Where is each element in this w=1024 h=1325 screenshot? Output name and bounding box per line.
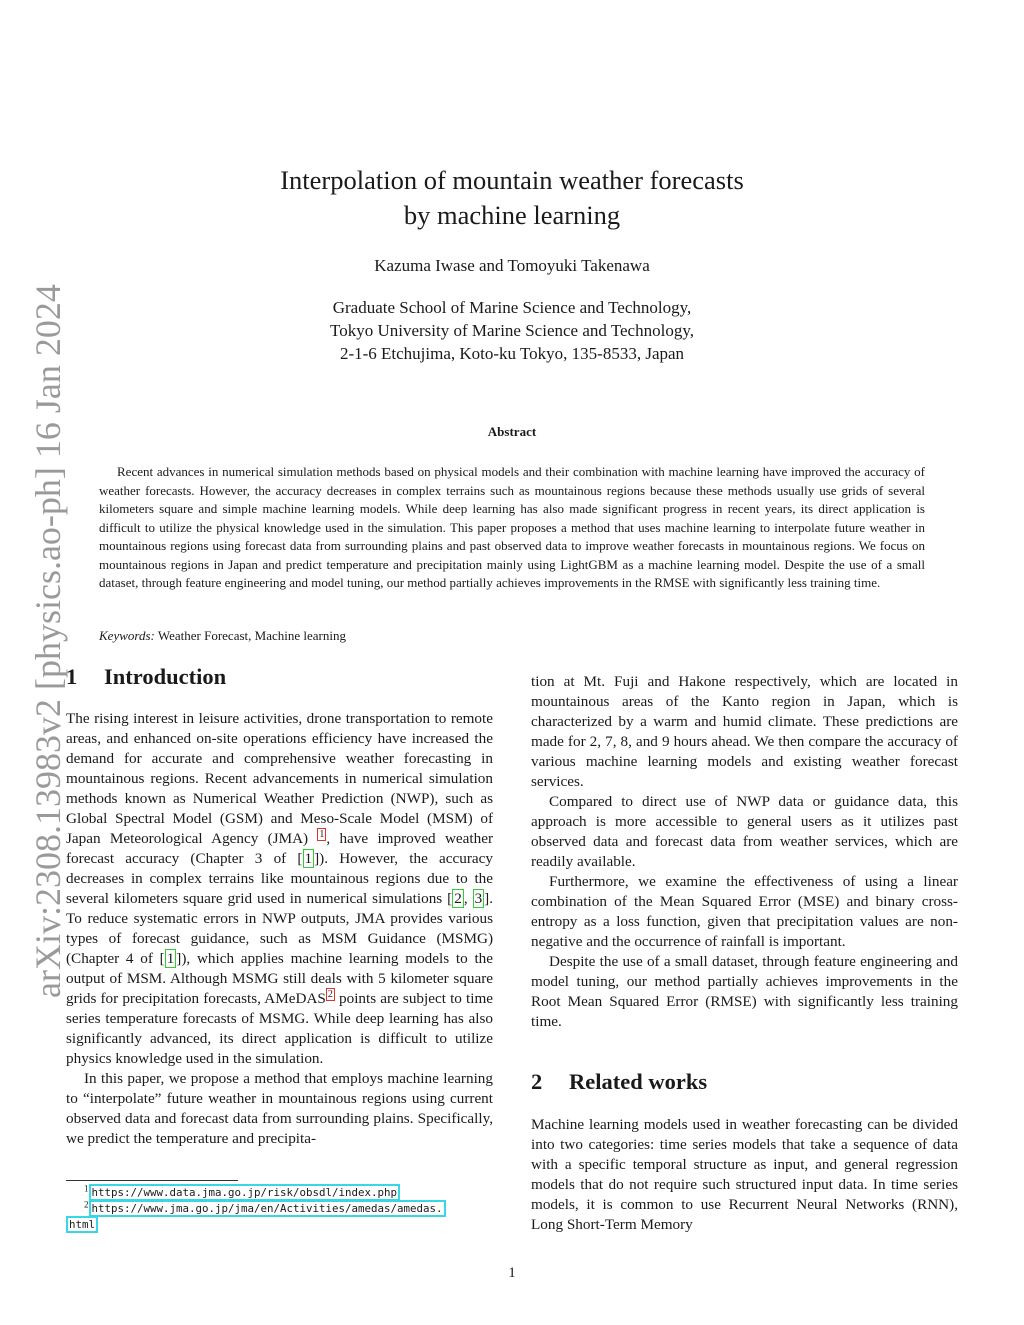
footnote-link-1[interactable]: 1	[319, 828, 325, 840]
abstract-body: Recent advances in numerical simulation methods based on physical models and their combination with machine learning have improved the accuracy of weather forecasts. However, the accuracy decreases in complex terrains such as mountainous regions because these methods usually use grids of several kilometers square and simple machine learning models. While deep learning has also made significant progress in recent years, its direct application is difficult to utilize the physical knowledge used in the simulation. This paper proposes a method that uses machine learning to interpolate future weather in mountainous regions using forecast data from surrounding plains and past observed data to improve weather forecasts in mountainous regions. We focus on mountainous regions in Japan and predict temperature and precipitation mainly using LightGBM as a machine learning model. Despite the use of a small dataset, through feature engineering and model tuning, our method partially achieves improvements in the RMSE with significantly less training time.	[99, 464, 925, 590]
intro-paragraph-2-continued: tion at Mt. Fuji and Hakone respectively, which are located in mountainous areas of the Kanto region in Japan, which is characterized by a warm and humid climate. These predictions are made for 2, 7, 8, and 9 hours ahead. We then compare the accuracy of various machine learning models and existing weather forecast services.	[531, 673, 958, 790]
keywords-label: Keywords:	[99, 628, 155, 643]
citation-link[interactable]: 2	[454, 890, 462, 907]
related-paragraph-1: Machine learning models used in weather forecasting can be divided into two categories: time series models that take a sequence of data with a specific temporal structure as input, and general regression models that do not require such structured input data. In time series models, it is common to use Recurrent Neural Networks (RNN), Long Short-Term Memory	[531, 1116, 958, 1233]
intro-paragraph-2: In this paper, we propose a method that employs machine learning to “interpolate” future weather in mountainous regions using current observed data and forecast data from surrounding plains. Specifically, we predict the temperature and precipita-	[66, 1070, 493, 1147]
section-1-heading	[66, 664, 226, 690]
affiliation-line-3: 2-1-6 Etchujima, Koto-ku Tokyo, 135-8533, Japan	[339, 344, 685, 363]
section-2-number: 2	[531, 1069, 543, 1094]
footnote-link-2[interactable]: 2	[327, 988, 333, 1000]
affiliation	[150, 296, 874, 365]
footnote-1: $^1$ https://www.data.jma.go.jp/risk/obsdl/index.php	[66, 1185, 496, 1201]
citation-link[interactable]: 1	[304, 850, 313, 867]
authors: Kazuma Iwase and Tomoyuki Takenawa	[374, 256, 650, 275]
footnotes	[66, 1185, 496, 1233]
citation-link[interactable]: 3	[474, 890, 483, 907]
left-column	[66, 709, 493, 1149]
affiliation-line-2: Tokyo University of Marine Science and Technology,	[330, 321, 694, 340]
arxiv-stamp: arXiv:2308.13983v2 [physics.ao-ph] 16 Jan 2024	[28, 284, 68, 998]
keywords-value: Weather Forecast, Machine learning	[157, 628, 346, 643]
footnote-2-continued	[66, 1217, 496, 1233]
intro-paragraph-3: Compared to direct use of NWP data or guidance data, this approach is more accessible to general users as it utilizes past observed data and forecast data from weather services, which are readily available.	[531, 793, 958, 870]
affiliation-line-1: Graduate School of Marine Science and Technology,	[332, 298, 692, 317]
section-2-title: Related works	[569, 1069, 708, 1094]
footnote-url-2[interactable]: https://www.jma.go.jp/jma/en/Activities/amedas/amedas.	[89, 1200, 446, 1217]
intro-paragraph-1: The rising interest in leisure activities, drone transportation to remote areas, and enhanced on-site operations efficiency have increased the demand for accurate and comprehensive weather forecasting in mountainous regions. Recent advancements in numerical simulation methods known as Numerical Weather Prediction (NWP), such as Global Spectral Model (GSM) and Meso-Scale Model (MSM) of Japan Meteorological Agency (JMA) $^1$ , have improved weather forecast accuracy (Chapter 3 of [ 1 ]). However, the accuracy decreases in complex terrains like mountainous regions due to the several kilometers square grid used in numerical simulations [ 2 , 3 ]. To reduce systematic errors in NWP outputs, JMA provides various types of forecast guidance, such as MSM Guidance (MSMG) (Chapter 4 of [ 1 ]), which applies machine learning models to the output of MSM. Although MSMG still deals with 5 kilometer square grids for precipitation forecasts, AMeDAS $^2$ points are subject to time series temperature forecasts of MSMG. While deep learning has also significantly advanced, its direct application is difficult to utilize physics knowledge used in the simulation.	[66, 710, 494, 1067]
related-works-body	[531, 1115, 958, 1235]
paper-title	[150, 163, 874, 233]
section-1-number: 1	[66, 664, 78, 689]
page-number: 1	[508, 1265, 516, 1281]
title-line-2: by machine learning	[403, 200, 621, 230]
footnote-2: $^2$ https://www.jma.go.jp/jma/en/Activities/amedas/amedas.	[66, 1201, 496, 1217]
right-column	[531, 672, 958, 1032]
section-1-title: Introduction	[104, 664, 227, 689]
keywords	[99, 628, 925, 644]
abstract-heading: Abstract	[487, 424, 537, 439]
citation-link[interactable]: 1	[166, 950, 175, 967]
footnote-url-1[interactable]: https://www.data.jma.go.jp/risk/obsdl/index.php	[89, 1184, 401, 1201]
title-line-1: Interpolation of mountain weather forecasts	[280, 165, 744, 195]
intro-paragraph-4: Furthermore, we examine the effectiveness of using a linear combination of the Mean Squared Error (MSE) and binary cross-entropy as a loss function, given that precipitation values are non-negative and the occurrence of rainfall is important.	[531, 873, 958, 950]
intro-paragraph-5: Despite the use of a small dataset, through feature engineering and model tuning, our method partially achieves improvements in the Root Mean Squared Error (RMSE) with significantly less training time.	[531, 953, 958, 1030]
footnote-rule	[66, 1180, 238, 1181]
footnote-url-2-end[interactable]: html	[66, 1216, 98, 1233]
section-2-heading	[531, 1069, 707, 1095]
